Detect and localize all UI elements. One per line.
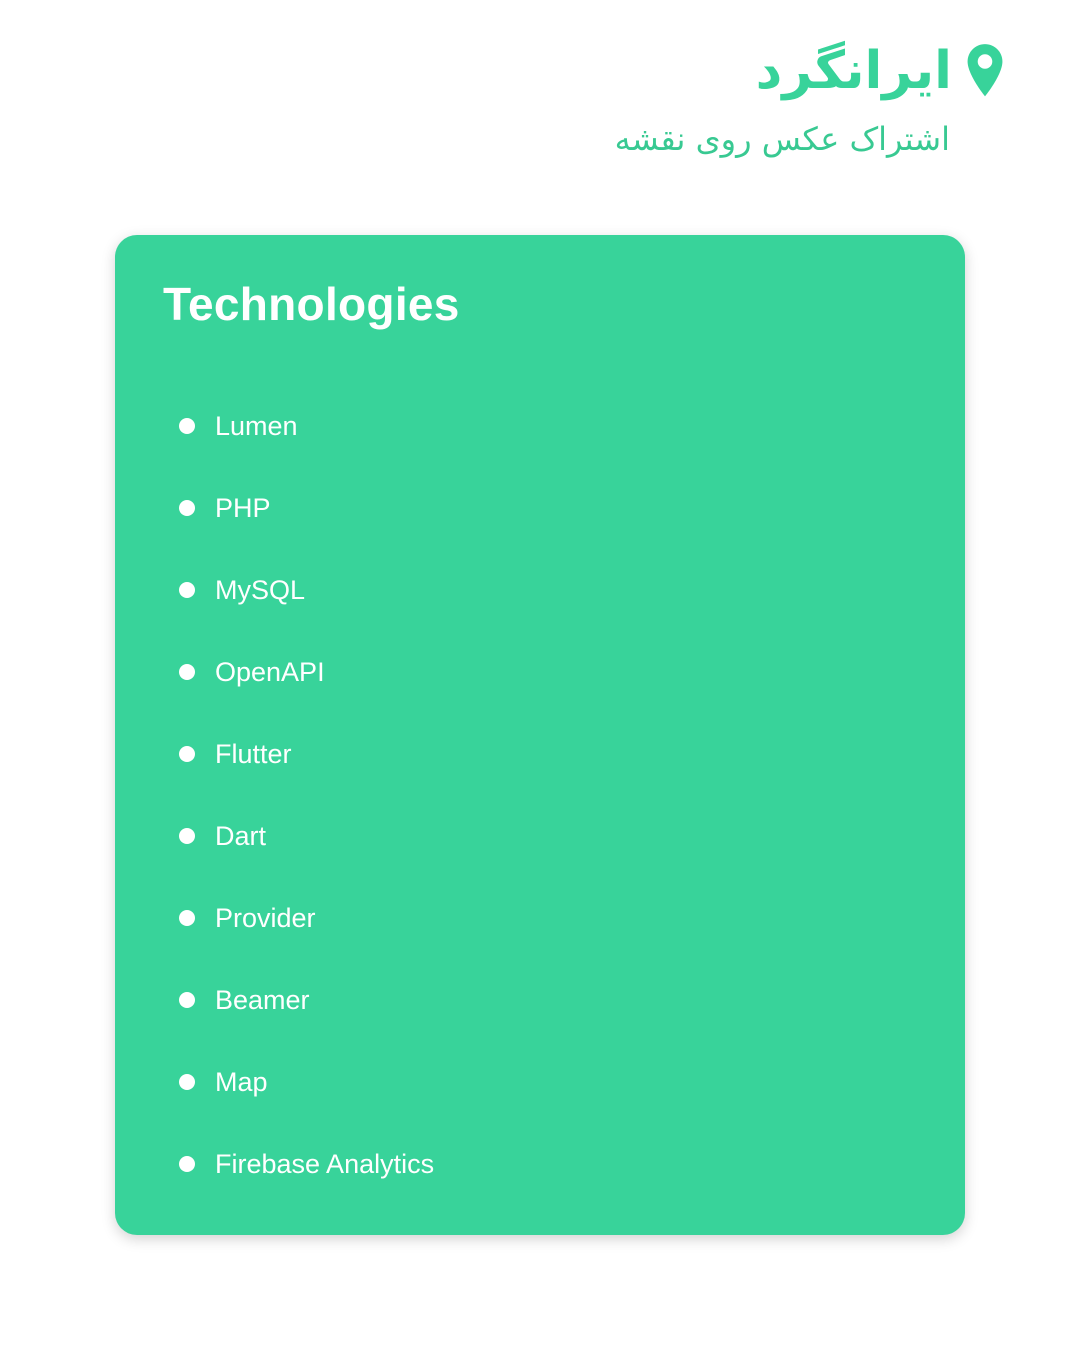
card-title: Technologies: [163, 278, 460, 330]
list-item: [179, 1123, 434, 1205]
header: [615, 40, 1004, 158]
list-item: [179, 877, 434, 959]
list-item-label: Map: [215, 1066, 268, 1097]
tagline: اشتراک عکس روی نقشه: [614, 120, 950, 159]
brand-row: [756, 40, 1004, 102]
list-item-label: PHP: [215, 492, 271, 523]
list-item: [179, 631, 434, 713]
bullet-icon: [179, 1074, 195, 1090]
list-item: [179, 549, 434, 631]
bullet-icon: [179, 582, 195, 598]
list-item-label: Lumen: [215, 410, 298, 441]
list-item-label: Provider: [215, 902, 316, 933]
bullet-icon: [179, 992, 195, 1008]
list-item: [179, 385, 434, 467]
technology-list: [179, 385, 434, 1205]
bullet-icon: [179, 500, 195, 516]
list-item-label: Beamer: [215, 984, 310, 1015]
list-item-label: Dart: [215, 820, 267, 851]
list-item-label: OpenAPI: [215, 656, 325, 687]
list-item: [179, 1041, 434, 1123]
list-item-label: Flutter: [215, 738, 292, 769]
list-item: [179, 795, 434, 877]
technologies-card: [115, 235, 965, 1235]
list-item-label: MySQL: [215, 574, 306, 605]
bullet-icon: [179, 828, 195, 844]
list-item-label: Firebase Analytics: [215, 1148, 435, 1179]
app-name: ایرانگرد: [755, 41, 952, 101]
map-pin-icon: [966, 42, 1004, 100]
bullet-icon: [179, 418, 195, 434]
list-item: [179, 959, 434, 1041]
list-item: [179, 467, 434, 549]
bullet-icon: [179, 746, 195, 762]
bullet-icon: [179, 664, 195, 680]
list-item: [179, 713, 434, 795]
bullet-icon: [179, 1156, 195, 1172]
bullet-icon: [179, 910, 195, 926]
